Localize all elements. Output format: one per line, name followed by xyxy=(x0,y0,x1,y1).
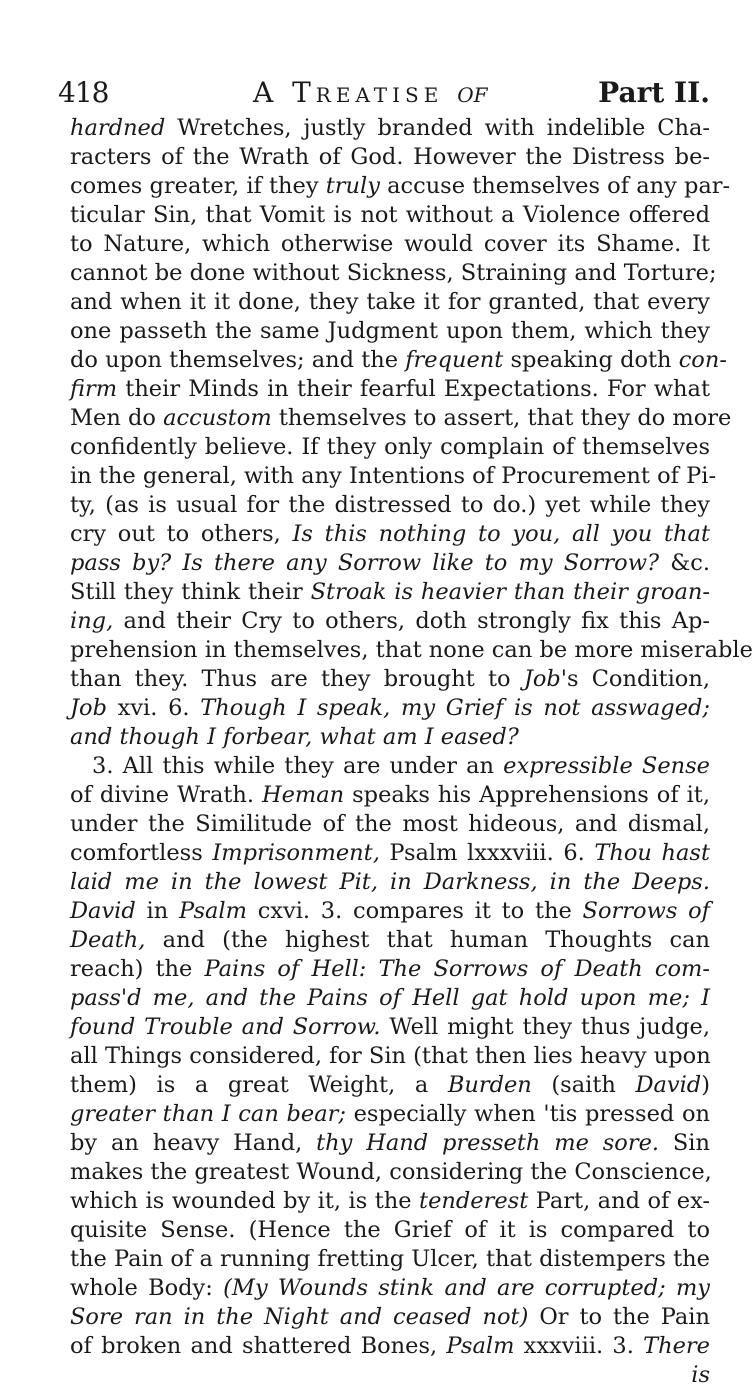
italic-run: pass by? Is there any Sorrow like to my Sorrow? xyxy=(70,550,660,576)
text-run: Psalm lxxxviii. 6. xyxy=(379,840,595,866)
italic-run: David xyxy=(70,898,136,924)
text-run: quisite Sense. (Hence the Grief of it is compared to xyxy=(70,1217,710,1243)
text-run: to Nature, which otherwise would cover its Shame. It xyxy=(70,231,710,257)
text-line xyxy=(70,578,710,607)
text-line xyxy=(70,1274,710,1303)
italic-run: and though I forbear, what am I eased? xyxy=(70,724,519,750)
text-line xyxy=(70,317,710,346)
text-line xyxy=(70,810,710,839)
text-line xyxy=(70,1129,710,1158)
text-run: by an heavy Hand, xyxy=(70,1130,317,1156)
text-run: Men do xyxy=(70,405,164,431)
text-line xyxy=(70,172,731,201)
text-line xyxy=(70,462,717,491)
text-line xyxy=(70,375,710,404)
italic-run: Heman xyxy=(261,782,345,808)
running-title-main: A Treatise xyxy=(253,76,444,109)
page-number: 418 xyxy=(58,76,109,109)
text-run: &c. xyxy=(659,550,710,576)
text-run: Or to the Pain xyxy=(528,1304,710,1330)
text-run: of broken and shattered Bones, xyxy=(70,1333,447,1359)
italic-run: frequent xyxy=(405,347,504,373)
text-line xyxy=(70,665,710,694)
text-run: one passeth the same Judgment upon them, which they xyxy=(70,318,710,344)
italic-run: thy Hand presseth me sore. xyxy=(316,1130,660,1156)
italic-run: Stroak is heavier than their groan- xyxy=(310,579,710,605)
text-run: all Things considered, for Sin (that then lies heavy upon xyxy=(70,1043,711,1069)
italic-run: ing, xyxy=(70,608,114,634)
text-run: speaks his Apprehensions of it, xyxy=(344,782,710,808)
text-run: comes greater, if they xyxy=(70,173,326,199)
text-line xyxy=(70,1187,710,1216)
text-line xyxy=(70,1332,710,1361)
text-run: 's Condition, xyxy=(560,666,710,692)
text-run: speaking doth xyxy=(503,347,679,373)
text-run: xxxviii. 3. xyxy=(514,1333,644,1359)
text-line xyxy=(70,723,710,752)
text-run: xvi. 6. xyxy=(106,695,201,721)
italic-run: found Trouble and Sorrow. xyxy=(70,1014,381,1040)
part-label: Part II. xyxy=(598,76,710,109)
italic-run: greater than I can bear; xyxy=(70,1101,346,1127)
text-run: which is wounded by it, is the xyxy=(70,1188,420,1214)
text-run: (saith xyxy=(531,1072,636,1098)
text-line xyxy=(70,1100,710,1129)
text-run: cry out to others, xyxy=(70,521,293,547)
text-line xyxy=(70,694,710,723)
italic-run: truly xyxy=(325,173,380,199)
text-line xyxy=(70,636,753,665)
text-line xyxy=(70,926,710,955)
italic-run: Though I speak, my Grief is not asswaged; xyxy=(200,695,710,721)
text-run: Wretches, justly branded with indelible Cha- xyxy=(165,115,710,141)
italic-run: Sorrows of xyxy=(582,898,710,924)
text-line xyxy=(70,955,710,984)
text-line xyxy=(70,1071,710,1100)
text-line xyxy=(70,288,710,317)
italic-run: is xyxy=(691,1362,710,1388)
text-run: in the general, with any Intentions of Procurement of Pi- xyxy=(70,463,717,489)
italic-run: Job xyxy=(70,695,107,721)
italic-run: Sore ran in the Night and ceased not) xyxy=(70,1304,529,1330)
text-run: prehension in themselves, that none can be more miserable xyxy=(70,637,753,663)
text-run: their Minds in their fearful Expectations. For what xyxy=(117,376,710,402)
text-run: Part, and of ex- xyxy=(528,1188,710,1214)
italic-run: Burden xyxy=(447,1072,532,1098)
italic-run: expressible Sense xyxy=(503,753,710,779)
text-run: themselves to assert, that they do more xyxy=(271,405,732,431)
text-run: Well might they thus judge, xyxy=(380,1014,710,1040)
italic-run: Imprisonment, xyxy=(212,840,380,866)
text-run: Still they think their xyxy=(70,579,311,605)
text-run: cxvi. 3. compares it to the xyxy=(246,898,583,924)
italic-run: David xyxy=(635,1072,702,1098)
text-line xyxy=(70,781,710,810)
italic-run: accustom xyxy=(163,405,272,431)
text-run: racters of the Wrath of God. However the Distress be- xyxy=(70,144,710,170)
text-line xyxy=(70,1013,710,1042)
italic-run: firm xyxy=(70,376,118,402)
text-line xyxy=(70,839,710,868)
italic-run: tenderest xyxy=(419,1188,529,1214)
text-line xyxy=(70,897,710,926)
italic-run: Psalm xyxy=(446,1333,515,1359)
text-run: and their Cry to others, doth strongly fix this Ap- xyxy=(113,608,710,634)
text-run: ) xyxy=(701,1072,710,1098)
text-run: makes the greatest Wound, considering the Conscience, xyxy=(70,1159,712,1185)
text-run: ticular Sin, that Vomit is not without a Violence offered xyxy=(70,202,710,228)
running-header xyxy=(58,76,710,116)
text-line xyxy=(70,1042,710,1071)
text-run: whole Body: xyxy=(70,1275,224,1301)
text-run: in xyxy=(135,898,179,924)
text-run: Sin xyxy=(659,1130,710,1156)
text-line xyxy=(70,259,717,288)
text-line xyxy=(70,1361,710,1390)
text-line xyxy=(70,346,727,375)
text-line xyxy=(70,549,710,578)
text-run: the Pain of a running fretting Ulcer, that distempers the xyxy=(70,1246,710,1272)
italic-run: Job xyxy=(523,666,561,692)
text-line xyxy=(70,1303,710,1332)
text-line xyxy=(70,114,710,143)
text-run: comfortless xyxy=(70,840,213,866)
italic-run: pass'd me, and the Pains of Hell gat hold upon me; I xyxy=(70,985,710,1011)
italic-run: Is this nothing to you, all you that xyxy=(292,521,710,547)
italic-run: (My Wounds stink and are corrupted; my xyxy=(223,1275,710,1301)
text-line xyxy=(70,1158,710,1187)
italic-run: con- xyxy=(678,347,727,373)
text-run: confidently believe. If they only complain of themselves xyxy=(70,434,710,460)
text-line xyxy=(70,752,710,781)
italic-run: hardned xyxy=(70,115,166,141)
italic-run: Death, xyxy=(70,927,146,953)
text-run: reach) the xyxy=(70,956,205,982)
text-run: them) is a great Weight, a xyxy=(70,1072,448,1098)
text-run: accuse themselves of any par- xyxy=(379,173,731,199)
text-line xyxy=(70,1245,710,1274)
text-run: and when it it done, they take it for granted, that every xyxy=(70,289,710,315)
text-line xyxy=(70,491,710,520)
text-line xyxy=(70,520,710,549)
text-run: especially when 'tis pressed on xyxy=(345,1101,710,1127)
text-line xyxy=(70,607,710,636)
text-run: ty, (as is usual for the distressed to do.) yet while they xyxy=(70,492,710,518)
text-run: than they. Thus are they brought to xyxy=(70,666,524,692)
text-line xyxy=(70,143,710,172)
text-run: under the Similitude of the most hideous, and dismal, xyxy=(70,811,710,837)
text-line xyxy=(70,868,710,897)
text-line xyxy=(70,201,710,230)
text-run: 3. All this while they are under an xyxy=(92,753,504,779)
text-line xyxy=(70,433,710,462)
text-line xyxy=(70,1216,710,1245)
running-title-of: of xyxy=(457,76,488,109)
italic-run: Pains of Hell: The Sorrows of Death com- xyxy=(204,956,710,982)
running-title xyxy=(253,76,488,109)
text-run: of divine Wrath. xyxy=(70,782,262,808)
text-run: do upon themselves; and the xyxy=(70,347,406,373)
text-line xyxy=(70,230,710,259)
text-run: and (the highest that human Thoughts can xyxy=(145,927,710,953)
italic-run: Psalm xyxy=(178,898,247,924)
text-run: cannot be done without Sickness, Straining and Torture; xyxy=(70,260,717,286)
text-line xyxy=(70,404,732,433)
body-text xyxy=(70,114,753,1390)
text-line xyxy=(70,984,710,1013)
italic-run: There xyxy=(643,1333,710,1359)
italic-run: Thou hast xyxy=(594,840,710,866)
italic-run: laid me in the lowest Pit, in Darkness, in the Deeps. xyxy=(70,869,710,895)
